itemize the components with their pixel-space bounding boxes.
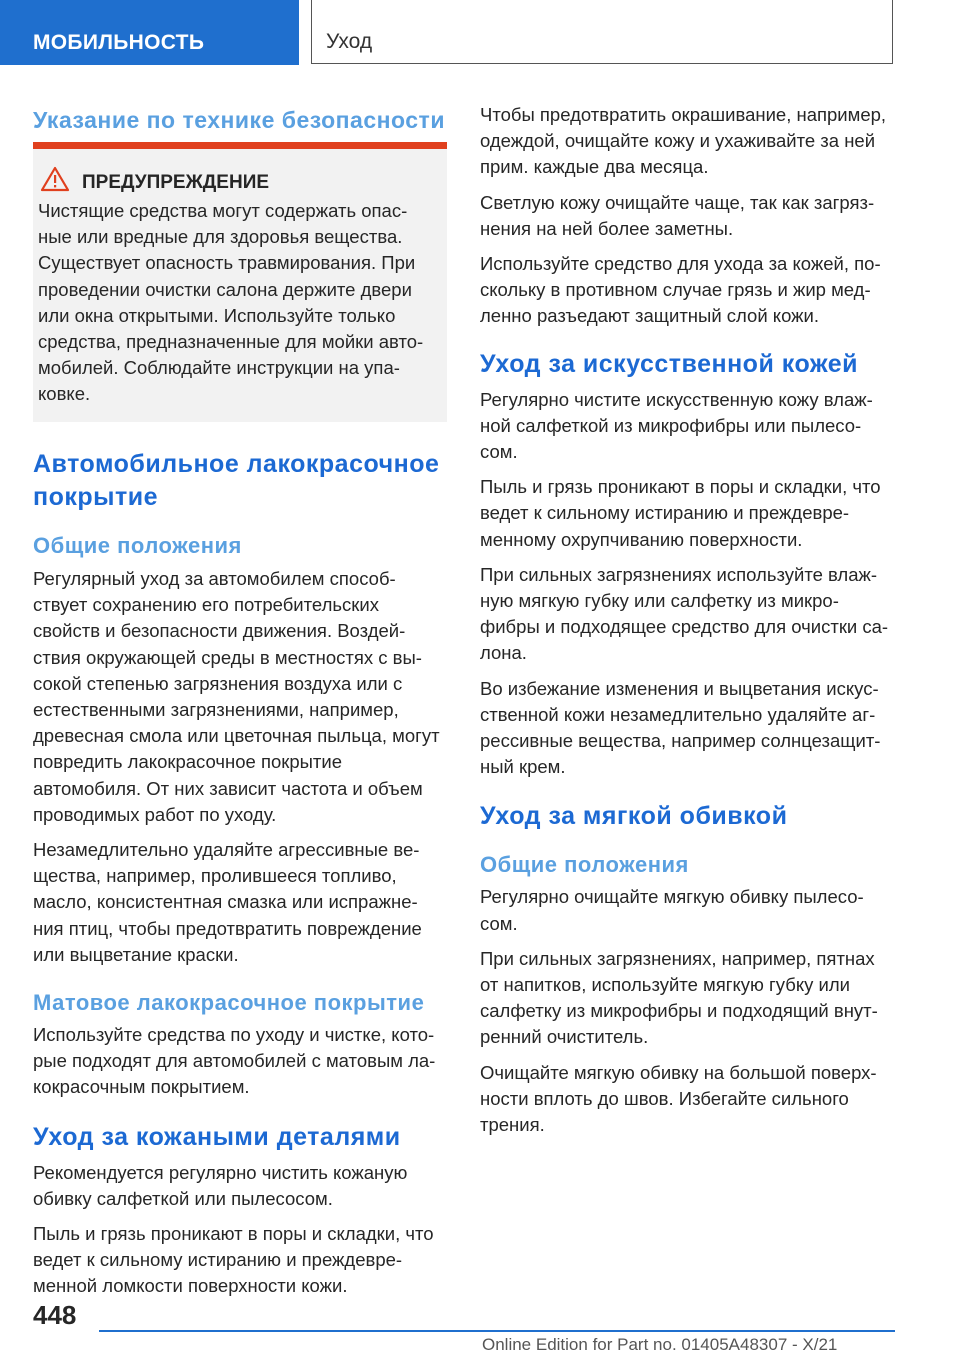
text-line: ственной кожи незамедлительно удаляйте аг- — [480, 703, 876, 725]
text-line: древесная смола или цветочная пыльца, могут — [33, 725, 440, 747]
artificial-paragraph-2 — [480, 474, 900, 553]
text-line: Используйте средство для ухода за кожей, по- — [480, 253, 881, 275]
text-line: Очищайте мягкую обивку на большой поверх- — [480, 1061, 877, 1083]
warning-line: или окна открытыми. Используйте только — [38, 304, 396, 326]
text-line: Пыль и грязь проникают в поры и складки, что — [480, 476, 881, 498]
text-line: ведет к сильному истиранию и преждевре- — [480, 502, 850, 524]
warning-text — [38, 198, 440, 408]
text-line: При сильных загрязнениях, например, пятнах — [480, 947, 875, 969]
page-number: 448 — [33, 1300, 77, 1330]
matte-heading: Матовое лакокрасочное покрытие — [33, 990, 425, 1016]
text-line: или выцветание краски. — [33, 943, 239, 965]
text-line: автомобиля. От них зависит частота и объем — [33, 777, 423, 799]
text-line: Светлую кожу очищайте чаще, так как загряз- — [480, 191, 875, 213]
leather-paragraph-5 — [480, 251, 900, 330]
section-tab — [0, 0, 299, 65]
text-line: одеждой, очищайте кожу и ухаживайте за ней — [480, 130, 876, 152]
paint-paragraph-1 — [33, 566, 453, 828]
leather-heading: Уход за кожаными деталями — [33, 1122, 401, 1151]
text-line: кокрасочным покрытием. — [33, 1076, 250, 1098]
text-line: ной салфеткой из микрофибры или пылесо- — [480, 414, 862, 436]
paint-heading-line-1: Автомобильное лакокрасочное — [33, 450, 440, 478]
warning-line: ные или вредные для здоровья вещества. — [38, 226, 403, 248]
text-line: повредить лакокрасочное покрытие — [33, 751, 343, 773]
warning-line: проведении очистки салона держите двери — [38, 278, 412, 300]
general-heading: Общие положения — [33, 533, 242, 558]
text-line: менному охрупчиванию поверхности. — [480, 528, 803, 550]
text-line: проводимых работ по уходу. — [33, 803, 277, 825]
text-line: Регулярно чистите искусственную кожу влаж- — [480, 388, 873, 410]
text-line: нения на ней более заметны. — [480, 217, 734, 239]
safety-heading: Указание по технике безопасности — [33, 107, 445, 133]
text-line: ренний очиститель. — [480, 1026, 649, 1048]
general-heading-2: Общие положения — [480, 852, 689, 878]
right-column — [480, 102, 900, 1138]
text-line: Незамедлительно удаляйте агрессивные ве- — [33, 839, 420, 861]
upholstery-paragraph-1 — [480, 884, 900, 936]
text-line: Чтобы предотвратить окрашивание, например, — [480, 104, 887, 125]
text-line: прим. каждые два месяца. — [480, 156, 709, 178]
text-line: от напитков, используйте мягкую губку или — [480, 974, 850, 996]
text-line: щества, например, пролившееся топливо, — [33, 865, 397, 887]
text-line: Используйте средства по уходу и чистке, кото- — [33, 1024, 435, 1046]
text-line: рессивные вещества, например солнцезащит- — [480, 730, 881, 752]
text-line: сом. — [480, 441, 518, 463]
text-line: ную мягкую губку или салфетку из микро- — [480, 590, 839, 612]
warning-line: Чистящие средства могут содержать опас- — [38, 200, 408, 221]
text-line: ный крем. — [480, 756, 566, 778]
text-line: салфетку из микрофибры и подходящий внут- — [480, 1000, 878, 1022]
text-line: ствует сохранению его потребительских — [33, 594, 379, 616]
edition-label: Online Edition for Part no. 01405A48307 - X/21 — [482, 1335, 838, 1354]
paint-paragraph-2 — [33, 837, 453, 968]
text-line: Во избежание изменения и выцветания искус- — [480, 677, 879, 699]
leather-paragraph-1 — [33, 1160, 453, 1212]
warning-triangle-icon — [40, 166, 70, 192]
text-line: сом. — [480, 912, 518, 934]
left-column — [33, 448, 453, 1300]
subsection-label: Уход — [326, 30, 373, 53]
text-line: При сильных загрязнениях используйте влаж- — [480, 563, 878, 585]
text-line: обивку салфеткой или пылесосом. — [33, 1187, 333, 1209]
text-line: сокой степенью загрязнения воздуха или с — [33, 672, 403, 694]
leather-paragraph-2 — [33, 1221, 453, 1300]
artificial-paragraph-1 — [480, 387, 900, 466]
section-label: МОБИЛЬНОСТЬ — [33, 31, 205, 54]
text-line: ности вплоть до швов. Избегайте сильного — [480, 1087, 849, 1109]
paint-heading-line-2: покрытие — [33, 483, 159, 511]
leather-paragraph-3 — [480, 102, 900, 181]
text-line: масло, консистентная смазка или испражне- — [33, 891, 418, 913]
artificial-leather-heading: Уход за искусственной кожей — [480, 349, 859, 378]
text-line: рые подходят для автомобилей с матовым ла- — [33, 1050, 436, 1072]
warning-title: ПРЕДУПРЕЖДЕНИЕ — [82, 172, 270, 193]
artificial-paragraph-3 — [480, 562, 900, 667]
matte-paragraph — [33, 1022, 453, 1101]
text-line: Регулярный уход за автомобилем способ- — [33, 568, 396, 589]
warning-bar — [33, 142, 447, 149]
warning-line: ковке. — [38, 383, 91, 405]
text-line: Рекомендуется регулярно чистить кожаную — [33, 1161, 408, 1183]
subsection-box — [311, 0, 893, 64]
upholstery-paragraph-2 — [480, 946, 900, 1051]
warning-line: мобилей. Соблюдайте инструкции на упа- — [38, 357, 400, 379]
text-line: ния птиц, чтобы предотвратить повреждение — [33, 917, 422, 939]
upholstery-paragraph-3 — [480, 1060, 900, 1139]
warning-line: Существует опасность травмирования. При — [38, 252, 416, 274]
text-line: Регулярно очищайте мягкую обивку пылесо- — [480, 886, 864, 908]
text-line: менной ломкости поверхности кожи. — [33, 1275, 348, 1297]
warning-line: средства, предназначенные для мойки авто- — [38, 331, 424, 353]
leather-paragraph-4 — [480, 190, 900, 242]
artificial-paragraph-4 — [480, 676, 900, 781]
text-line: естественными загрязнениями, например, — [33, 699, 399, 721]
text-line: ленно разъедают защитный слой кожи. — [480, 305, 820, 327]
text-line: Пыль и грязь проникают в поры и складки, что — [33, 1223, 434, 1245]
text-line: свойств и безопасности движения. Воздей- — [33, 620, 406, 642]
footer-divider — [99, 1330, 895, 1332]
text-line: трения. — [480, 1114, 545, 1136]
text-line: ведет к сильному истиранию и преждевре- — [33, 1249, 403, 1271]
text-line: фибры и подходящее средство для очистки са- — [480, 616, 889, 638]
text-line: лона. — [480, 642, 527, 664]
text-line: ствия окружающей среды в местностях с вы- — [33, 646, 422, 668]
text-line: скольку в противном случае грязь и жир мед- — [480, 279, 871, 301]
upholstery-heading: Уход за мягкой обивкой — [480, 802, 788, 831]
